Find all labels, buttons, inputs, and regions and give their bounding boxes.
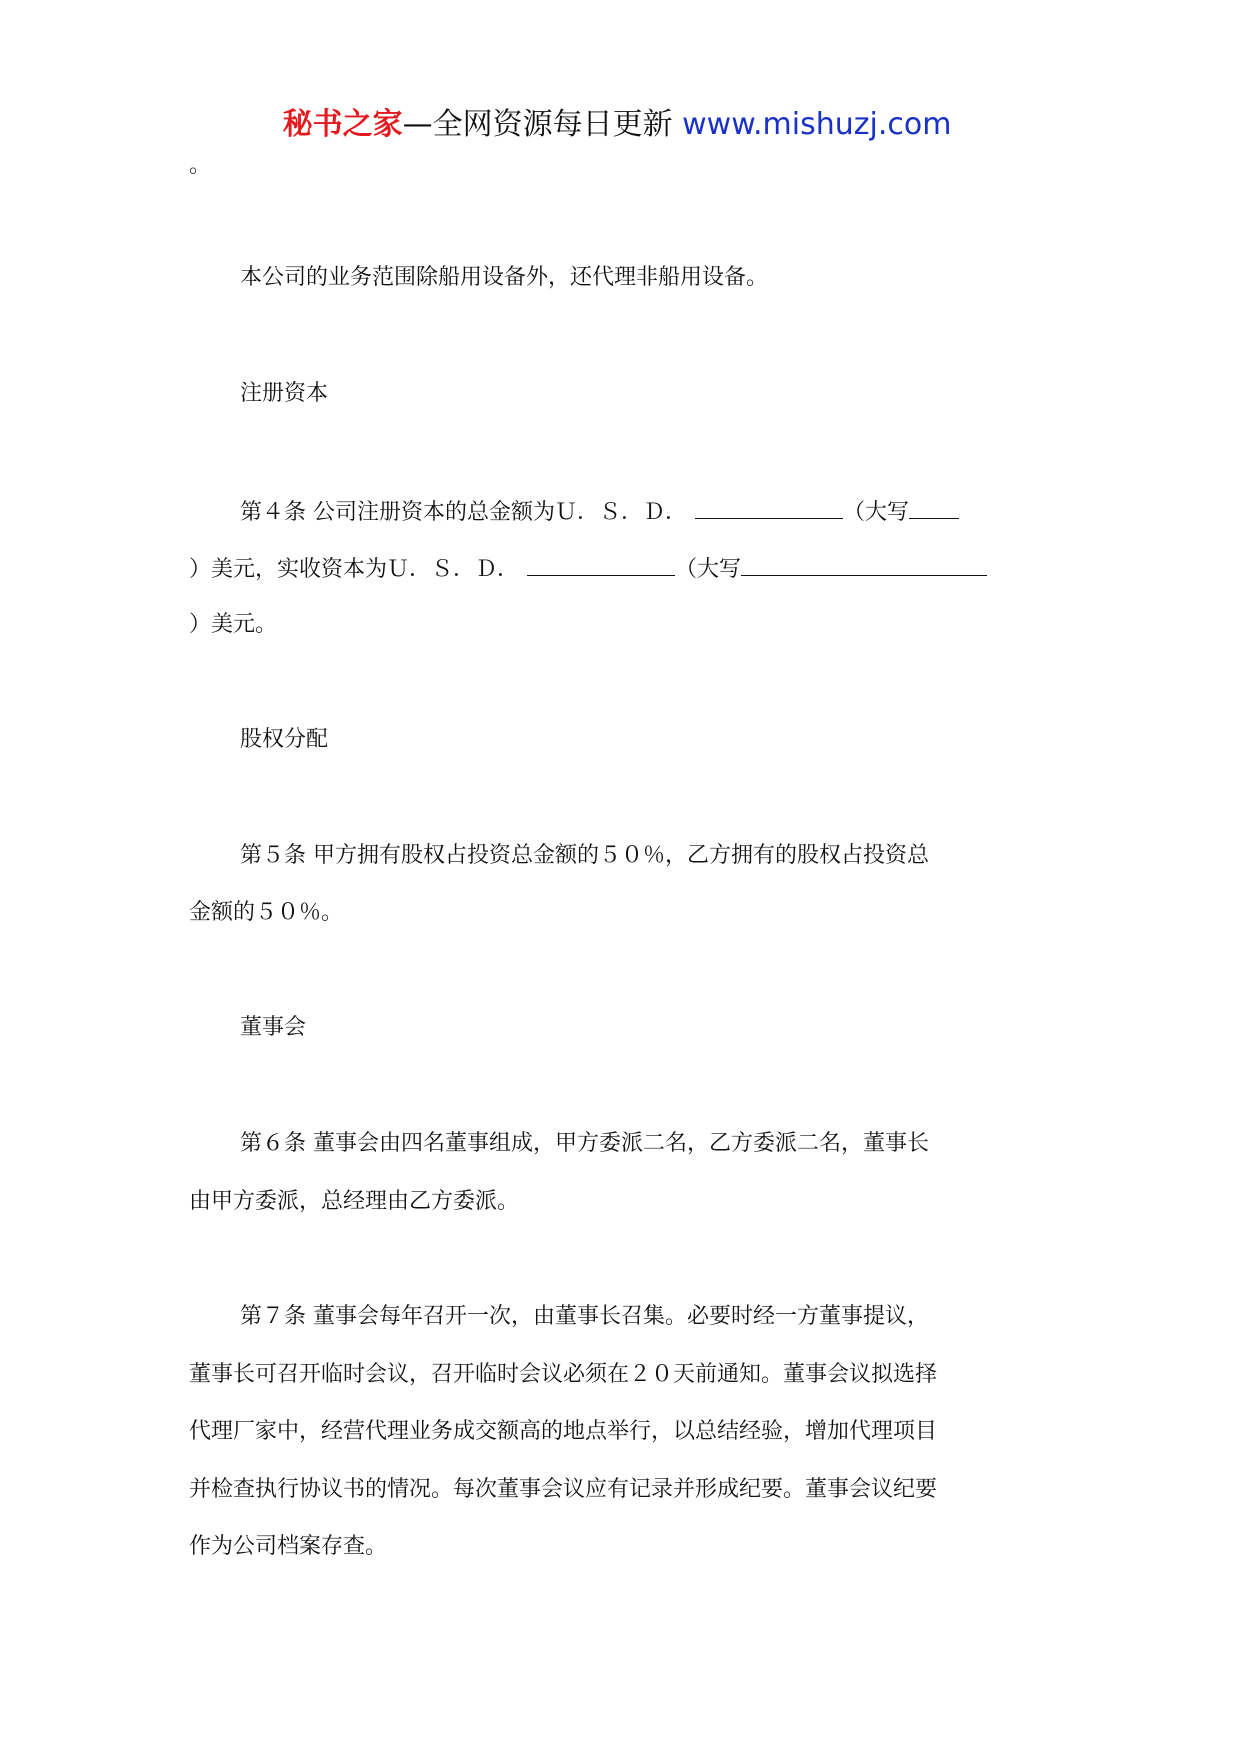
text-line: 由甲方委派，总经理由乙方委派。 (189, 1189, 520, 1214)
banner-tagline: —全网资源每日更新 (402, 107, 673, 142)
text-line: 第７条 董事会每年召开一次，由董事长召集。必要时经一方董事提议， (240, 1304, 929, 1329)
text-line: 作为公司档案存查。 (189, 1534, 388, 1559)
section-heading: 注册资本 (240, 381, 329, 406)
text-line: 金额的５０％。 (189, 900, 344, 925)
text-line: 代理厂家中，经营代理业务成交额高的地点举行，以总结经验，增加代理项目 (189, 1419, 938, 1444)
fill-blank (527, 551, 675, 576)
fill-blank (909, 494, 959, 519)
text-line: 并检查执行协议书的情况。每次董事会议应有记录并形成纪要。董事会议纪要 (189, 1477, 938, 1502)
fill-blank (741, 551, 987, 576)
text-line: 。 (189, 153, 212, 178)
banner-brand: 秘书之家 (282, 107, 403, 142)
text-line: 董事长可召开临时会议，召开临时会议必须在２０天前通知。董事会议拟选择 (189, 1362, 938, 1387)
text-segment: ）美元，实收资本为Ｕ．Ｓ．Ｄ． (189, 557, 520, 582)
text-segment: （大写 (843, 500, 910, 525)
banner-url[interactable]: www.mishuzj.com (682, 107, 952, 142)
text-line: 第６条 董事会由四名董事组成，甲方委派二名，乙方委派二名，董事长 (240, 1131, 929, 1156)
text-segment: （大写 (675, 557, 742, 582)
site-banner (0, 103, 1234, 147)
text-segment: 第４条 公司注册资本的总金额为Ｕ．Ｓ．Ｄ． (240, 500, 687, 525)
section-heading: 董事会 (240, 1015, 307, 1040)
section-heading: 股权分配 (240, 727, 329, 752)
article-4-line-2 (189, 551, 987, 586)
text-line: 本公司的业务范围除船用设备外，还代理非船用设备。 (240, 265, 769, 290)
text-line: ）美元。 (189, 612, 278, 637)
fill-blank (695, 494, 843, 519)
text-line: 第５条 甲方拥有股权占投资总金额的５０％，乙方拥有的股权占投资总 (240, 843, 929, 868)
article-4-line-1 (240, 494, 959, 529)
